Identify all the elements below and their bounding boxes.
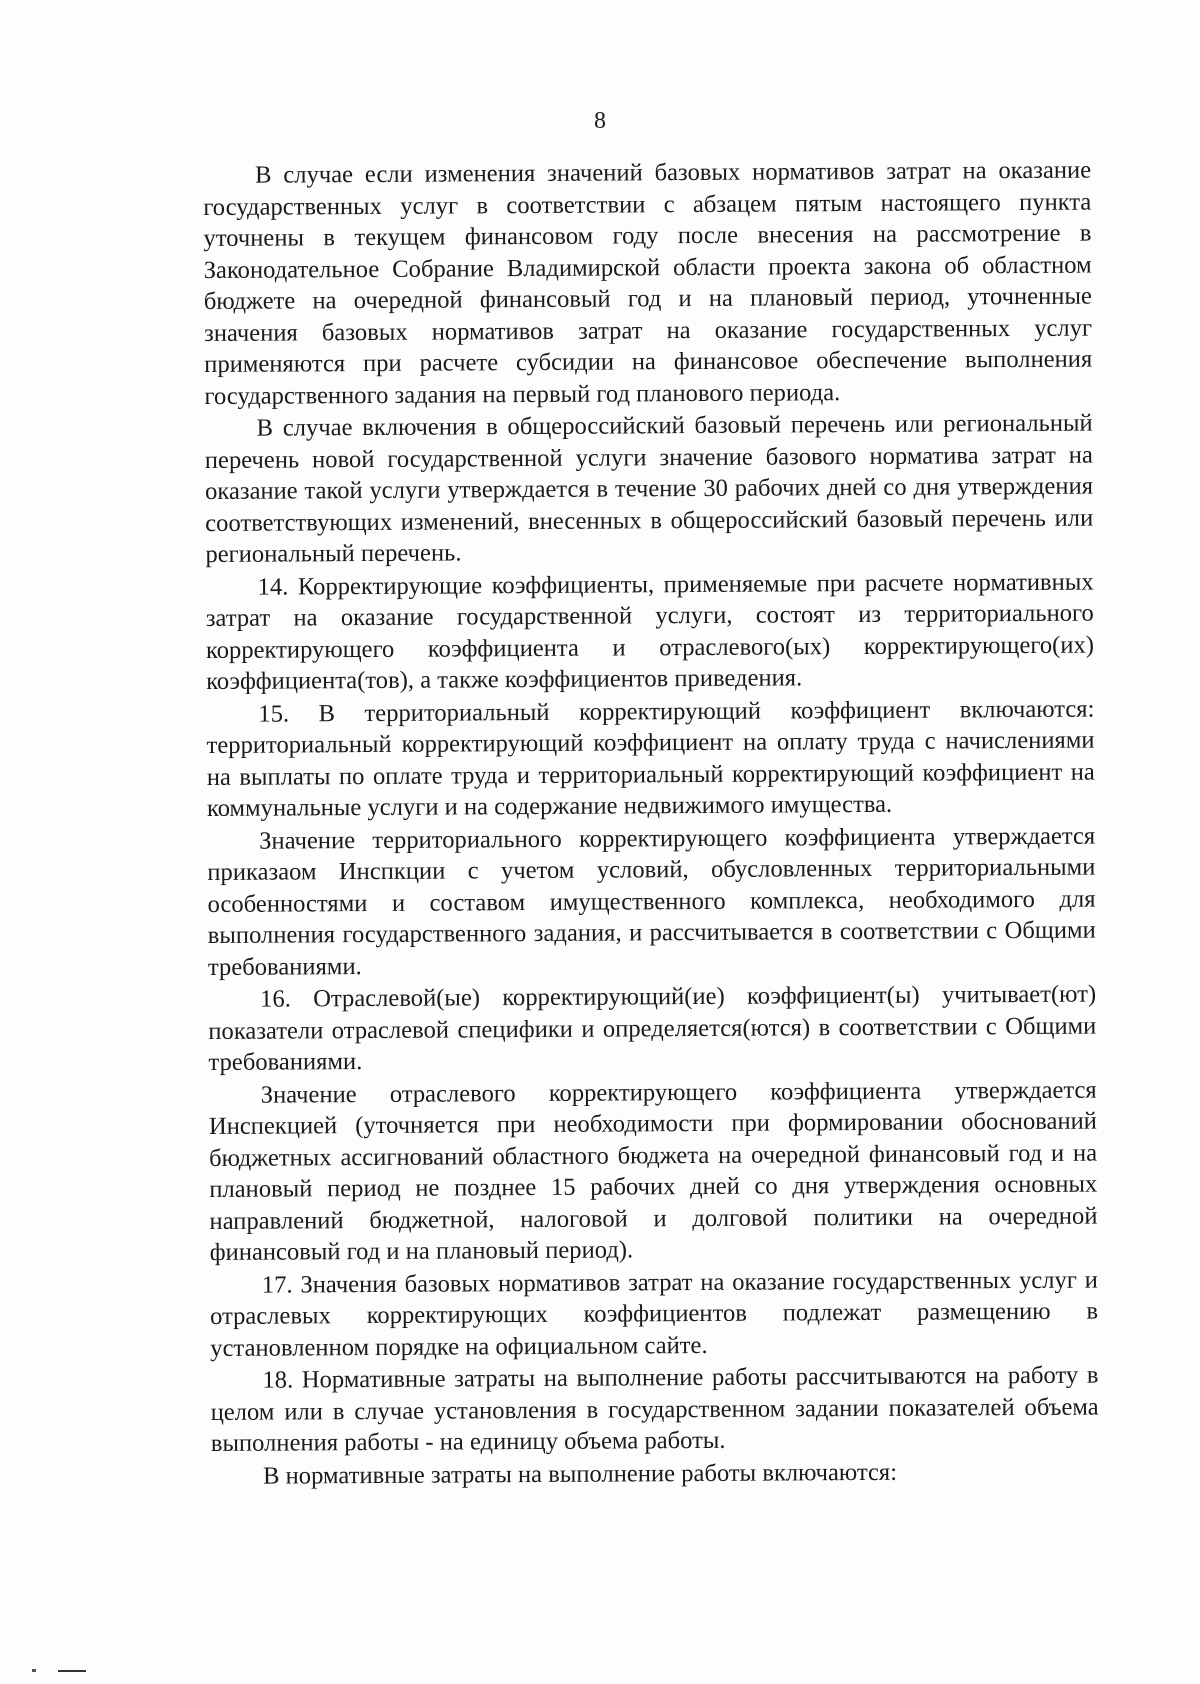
paragraph-budget-norms-update: В случае если изменения значений базовых нормативов затрат на оказание государственных услуг в соответствии с абзацем пятым настоящего пункта уточнены в текущем финансовом году после внесения на рассмотрение в Законодательное Собрание Владимирской области проекта закона об областном бюджете на очередной финансовый год и на плановый период, уточненные значения базовых нормативов затрат на оказание государственных услуг применяются при расчете субсидии на финансовое обеспечение выполнения государственного задания на первый год планового периода. (203, 156, 1093, 410)
paragraph-14-correction-coefficients: 14. Корректирующие коэффициенты, применяемые при расчете нормативных затрат на оказание государственной услуги, состоят из территориального корректирующего коэффициента и отраслевого(ых) корректирующего(их) коэффициента(тов), а также коэффициентов приведения. (205, 568, 1095, 695)
paragraph-17-publication: 17. Значения базовых нормативов затрат на оказание государственных услуг и отраслевых корректирующих коэффициентов подлежат размещению в установленном порядке на официальном сайте. (209, 1266, 1099, 1362)
page-number: 8 (594, 108, 606, 134)
paragraph-16-sector-coefficient: 16. Отраслевой(ые) корректирующий(ие) коэффициент(ы) учитывает(ют) показатели отраслевой специфики и определяется(ются) в соответствии с Общими требованиями. (208, 980, 1097, 1076)
paragraph-new-service-norm: В случае включения в общероссийский базовый перечень или региональный перечень новой государственной услуги значение базового норматива затрат на оказание такой услуги утверждается в течение 30 рабочих дней со дня утверждения соответствующих изменений, внесенных в общероссийский базовый перечень или региональный перечень. (204, 409, 1094, 568)
scan-artifact-dot (32, 1669, 36, 1672)
paragraph-work-costs-include: В нормативные затраты на выполнение работы включаются: (262, 1458, 898, 1490)
paragraph-territorial-coefficient-value: Значение территориального корректирующего коэффициента утверждается приказаом Инспкции с учетом условий, обусловленных территориальными особенностями и составом имущественного комплекса, необходимого для выполнения государственного задания, и рассчитывается в соответствии с Общими требованиями. (207, 822, 1096, 981)
scan-artifact-line (58, 1670, 86, 1672)
paragraph-sector-coefficient-value: Значение отраслевого корректирующего коэффициента утверждается Инспекцией (уточняется при необходимости при формировании обоснований бюджетных ассигнований областного бюджета на очередной финансовый год и на плановый период не позднее 15 рабочих дней со дня утверждения основных направлений бюджетной, налоговой и долговой политики на очередной финансовый год и на плановый период). (208, 1076, 1098, 1266)
document-body (203, 155, 1099, 1493)
paragraph-15-territorial-coefficient: 15. В территориальный корректирующий коэффициент включаются: территориальный корректирующий коэффициент на оплату труда с начислениями на выплаты по оплате труда и территориальный корректирующий коэффициент на коммунальные услуги и на содержание недвижимого имущества. (206, 695, 1095, 822)
paragraph-18-work-costs: 18. Нормативные затраты на выполнение работы рассчитываются на работу в целом или в случае установления в государственном задании показателей объема выполнения работы - на единицу объема работы. (210, 1361, 1099, 1457)
